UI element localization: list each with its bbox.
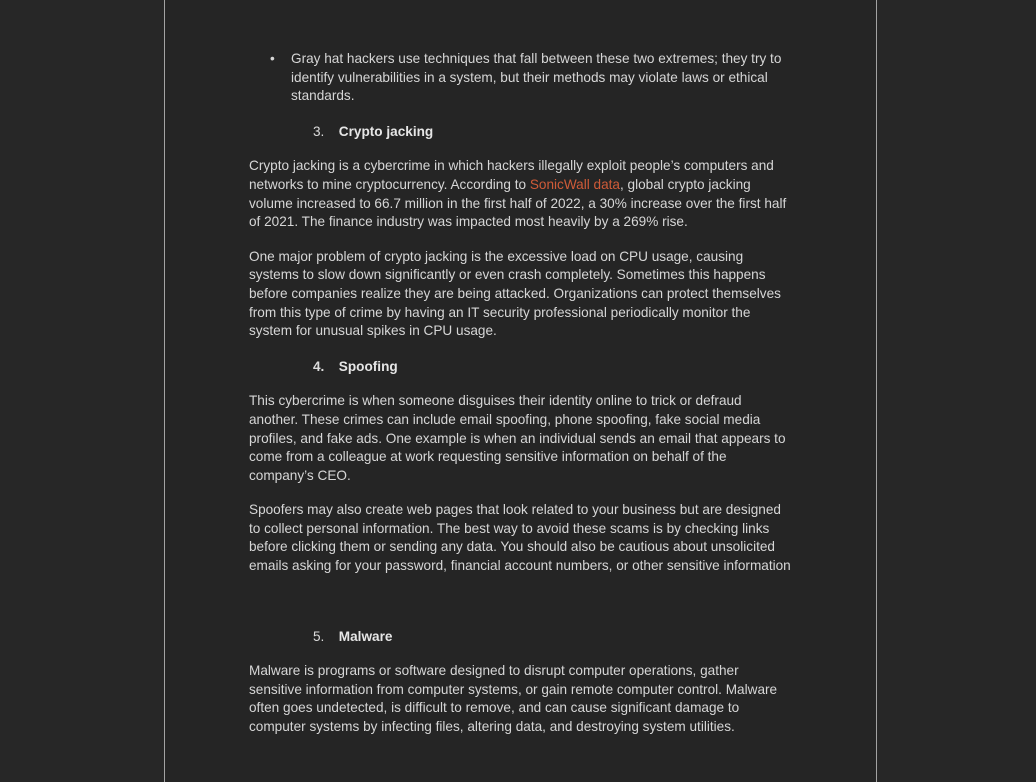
heading-crypto-jacking [249,123,794,142]
list-item-gray-hat-hackers [270,50,794,106]
bullet-text: Gray hat hackers use techniques that fall between these two extremes; they try to identify vulnerabilities in a system, but their methods may violate laws or ethical standards. [291,51,782,104]
document-page[interactable] [164,0,877,782]
bullet-icon: • [270,51,275,66]
bullet-list [270,50,794,106]
paragraph-spoofing-1: This cybercrime is when someone disguises their identity online to trick or defraud another. These crimes can include email spoofing, phone spoofing, fake social media profiles, and fake ads. One example is when an individual sends an email that appears to come from a colleague at work requesting sensitive information on behalf of the company’s CEO. [249,393,786,483]
heading-number: 5. [313,628,325,644]
paragraph-text: Crypto jacking is a cybercrime in which hackers illegally exploit people’s computers and networks to mine cryptocurrency. According to [249,158,774,192]
sonicwall-data-link[interactable]: SonicWall data [529,176,620,192]
heading-malware [249,628,794,647]
heading-label: Malware [338,628,393,644]
paragraph-crypto-jacking-2: One major problem of crypto jacking is the excessive load on CPU usage, causing systems to slow down significantly or even crash completely. Sometimes this happens before companies realize they are being attacked. Organizations can protect themselves from this type of crime by having an IT security professional periodically monitor the system for unusual spikes in CPU usage. [249,248,781,339]
paragraph-crypto-jacking-1 [249,157,794,231]
paragraph-spoofing-2: Spoofers may also create web pages that look related to your business but are designed to collect personal information. The best way to avoid these scams is by checking links before clicking them or sending any data. You should also be cautious about unsolicited emails asking for your password, financial account numbers, or other sensitive information [249,502,791,574]
heading-label: Crypto jacking [338,123,434,139]
heading-number: 4. [313,358,325,374]
heading-number: 3. [313,123,325,139]
heading-label: Spoofing [338,358,398,374]
heading-spoofing [249,358,794,377]
paragraph-text: , global crypto jacking volume increased to 66.7 million in the first half of 2022, a 30% increase over the first half of 2021. The finance industry was impacted most heavily by a 269% rise. [249,176,787,230]
page-content [165,0,876,737]
paragraph-malware: Malware is programs or software designed to disrupt computer operations, gather sensitive information from computer systems, or gain remote computer control. Malware often goes undetected, is difficult to remove, and can cause significant damage to computer systems by infecting files, altering data, and destroying system utilities. [249,663,778,735]
